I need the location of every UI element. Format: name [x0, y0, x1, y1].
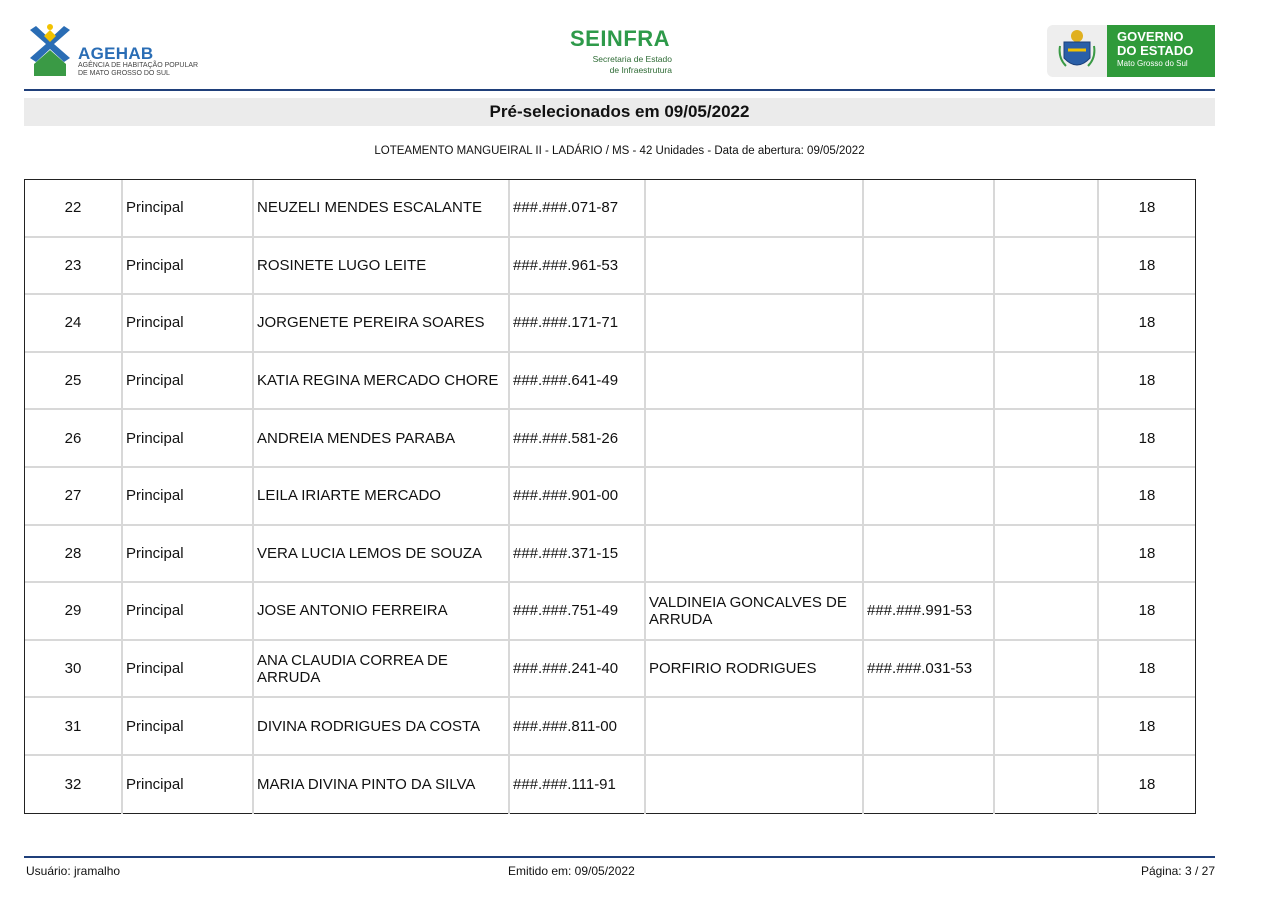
- page-subtitle: LOTEAMENTO MANGUEIRAL II - LADÁRIO / MS - 42 Unidades - Data de abertura: 09/05/2022: [374, 145, 865, 157]
- seinfra-subtitle: [560, 54, 680, 76]
- table-row: [25, 410, 1195, 468]
- cell-extra: [995, 583, 1099, 639]
- governo-logo: [1047, 25, 1215, 77]
- table-row: [25, 238, 1195, 296]
- cell-cpf: ###.###.961-53: [510, 238, 646, 294]
- agehab-name: AGEHAB: [78, 44, 154, 63]
- cell-name: DIVINA RODRIGUES DA COSTA: [254, 698, 510, 754]
- cell-number: 23: [25, 238, 123, 294]
- cell-extra: [995, 238, 1099, 294]
- cell-name: ANA CLAUDIA CORREA DE ARRUDA: [254, 641, 510, 697]
- cell-spouse: VALDINEIA GONCALVES DE ARRUDA: [646, 583, 864, 639]
- cell-score: 18: [1138, 544, 1156, 562]
- table-row: [25, 295, 1195, 353]
- cell-spouse: [646, 353, 864, 409]
- seinfra-name: SEINFRA: [569, 26, 671, 51]
- top-divider: [24, 89, 1215, 91]
- cell-type: Principal: [123, 641, 254, 697]
- cell-extra: [995, 641, 1099, 697]
- cell-extra: [995, 756, 1099, 814]
- cell-name: ROSINETE LUGO LEITE: [254, 238, 510, 294]
- cell-type: Principal: [123, 295, 254, 351]
- cell-number: 31: [25, 698, 123, 754]
- cell-cpf: ###.###.171-71: [510, 295, 646, 351]
- agehab-subtitle: AGÊNCIA DE HABITAÇÃO POPULAR DE MATO GROSSO DO SUL: [78, 62, 199, 77]
- cell-spouse: [646, 180, 864, 236]
- cell-type: Principal: [123, 180, 254, 236]
- cell-number: 22: [25, 180, 123, 236]
- cell-score: 18: [1138, 776, 1156, 794]
- cell-number: 28: [25, 526, 123, 582]
- cell-number: 30: [25, 641, 123, 697]
- cell-number: 29: [25, 583, 123, 639]
- cell-type: Principal: [123, 468, 254, 524]
- cell-cpf: ###.###.241-40: [510, 641, 646, 697]
- table-row: [25, 641, 1195, 699]
- cell-number: 26: [25, 410, 123, 466]
- cell-score: 18: [1138, 256, 1156, 274]
- cell-score: 18: [1138, 314, 1156, 332]
- cell-cpf: ###.###.111-91: [510, 756, 646, 814]
- cell-spouse-cpf: [864, 238, 995, 294]
- cell-type: Principal: [123, 353, 254, 409]
- cell-cpf: ###.###.751-49: [510, 583, 646, 639]
- cell-cpf: ###.###.641-49: [510, 353, 646, 409]
- table-row: [25, 698, 1195, 756]
- cell-spouse-cpf: ###.###.031-53: [864, 641, 995, 697]
- cell-type: Principal: [123, 410, 254, 466]
- cell-spouse-cpf: [864, 526, 995, 582]
- cell-name: NEUZELI MENDES ESCALANTE: [254, 180, 510, 236]
- cell-type: Principal: [123, 698, 254, 754]
- cell-spouse: PORFIRIO RODRIGUES: [646, 641, 864, 697]
- cell-spouse-cpf: [864, 468, 995, 524]
- cell-spouse-cpf: [864, 295, 995, 351]
- table-row: [25, 353, 1195, 411]
- gov-line1: GOVERNO: [1117, 29, 1184, 44]
- footer-page-number: Página: 3 / 27: [1140, 864, 1215, 878]
- cell-name: KATIA REGINA MERCADO CHORE: [254, 353, 510, 409]
- cell-score: 18: [1138, 487, 1156, 505]
- cell-type: Principal: [123, 526, 254, 582]
- cell-cpf: ###.###.371-15: [510, 526, 646, 582]
- seinfra-line2: de Infraestrutura: [609, 65, 672, 75]
- cell-number: 25: [25, 353, 123, 409]
- footer-emitted-date: Emitido em: 09/05/2022: [508, 864, 635, 878]
- cell-cpf: ###.###.901-00: [510, 468, 646, 524]
- cell-type: Principal: [123, 238, 254, 294]
- cell-score: 18: [1138, 660, 1156, 678]
- cell-number: 32: [25, 756, 123, 814]
- cell-spouse-cpf: [864, 698, 995, 754]
- cell-extra: [995, 698, 1099, 754]
- cell-extra: [995, 410, 1099, 466]
- cell-number: 24: [25, 295, 123, 351]
- footer-user: Usuário: jramalho: [26, 864, 121, 878]
- agehab-house-icon: [26, 22, 74, 76]
- cell-spouse: [646, 698, 864, 754]
- table-row: [25, 526, 1195, 584]
- gov-emblem-box: [1047, 25, 1107, 77]
- gov-line2: DO ESTADO: [1117, 43, 1194, 58]
- cell-spouse: [646, 526, 864, 582]
- agehab-logo: [26, 22, 206, 80]
- state-coat-of-arms-icon: [1058, 28, 1096, 74]
- cell-extra: [995, 468, 1099, 524]
- cell-name: JORGENETE PEREIRA SOARES: [254, 295, 510, 351]
- cell-spouse: [646, 468, 864, 524]
- cell-score: 18: [1138, 372, 1156, 390]
- cell-score: 18: [1138, 429, 1156, 447]
- page-title: Pré-selecionados em 09/05/2022: [24, 98, 1215, 126]
- cell-extra: [995, 353, 1099, 409]
- cell-spouse: [646, 410, 864, 466]
- cell-spouse: [646, 238, 864, 294]
- cell-spouse-cpf: [864, 353, 995, 409]
- cell-extra: [995, 295, 1099, 351]
- cell-cpf: ###.###.811-00: [510, 698, 646, 754]
- cell-extra: [995, 526, 1099, 582]
- table-row: [25, 583, 1195, 641]
- cell-name: LEILA IRIARTE MERCADO: [254, 468, 510, 524]
- cell-score: 18: [1138, 199, 1156, 217]
- cell-name: ANDREIA MENDES PARABA: [254, 410, 510, 466]
- cell-cpf: ###.###.581-26: [510, 410, 646, 466]
- cell-spouse-cpf: ###.###.991-53: [864, 583, 995, 639]
- cell-spouse-cpf: [864, 756, 995, 814]
- cell-spouse-cpf: [864, 180, 995, 236]
- cell-name: JOSE ANTONIO FERREIRA: [254, 583, 510, 639]
- cell-extra: [995, 180, 1099, 236]
- cell-number: 27: [25, 468, 123, 524]
- seinfra-logo: [560, 26, 680, 82]
- cell-score: 18: [1138, 602, 1156, 620]
- bottom-divider: [24, 856, 1215, 858]
- cell-spouse: [646, 756, 864, 814]
- cell-name: MARIA DIVINA PINTO DA SILVA: [254, 756, 510, 814]
- cell-type: Principal: [123, 583, 254, 639]
- gov-text-box: [1107, 25, 1215, 77]
- cell-type: Principal: [123, 756, 254, 814]
- cell-spouse-cpf: [864, 410, 995, 466]
- cell-spouse: [646, 295, 864, 351]
- cell-name: VERA LUCIA LEMOS DE SOUZA: [254, 526, 510, 582]
- seinfra-line1: Secretaria de Estado: [592, 54, 672, 64]
- gov-line3: Mato Grosso do Sul: [1117, 59, 1188, 68]
- table-row: [25, 180, 1195, 238]
- table-row: [25, 468, 1195, 526]
- cell-cpf: ###.###.071-87: [510, 180, 646, 236]
- table-row: [25, 756, 1195, 814]
- cell-score: 18: [1138, 717, 1156, 735]
- candidates-table: [24, 179, 1196, 814]
